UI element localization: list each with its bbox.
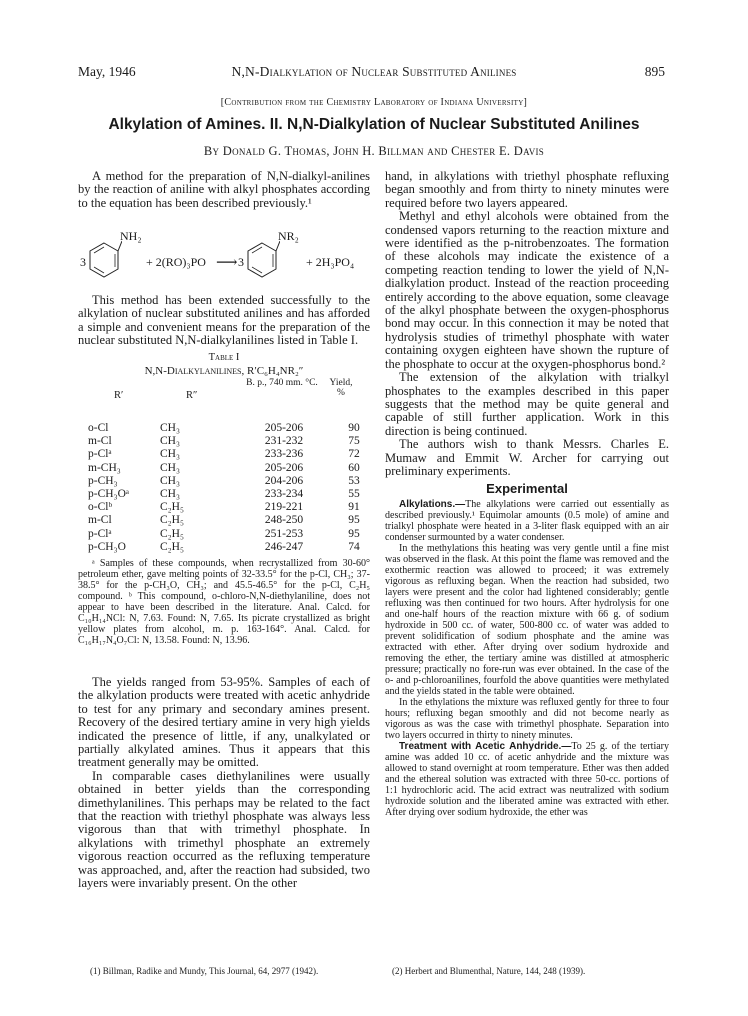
header-date: May, 1946 <box>78 64 136 79</box>
cell-r2: CH₃ <box>160 488 180 501</box>
cell-r2: CH₃ <box>160 422 180 434</box>
ethylations-paragraph: In the ethylations the mixture was refluxed gently for three to four hours; refluxing began smoothly and did not become nearly as vigorous as was the case with trimethyl phosphate. Separation into two layers occurred in thirty to ninety minutes. <box>385 696 669 741</box>
table-header-bp: B. p., 740 mm. °C. <box>246 378 318 388</box>
scheme-coefficient-2: 3 <box>238 255 244 269</box>
experimental-heading: Experimental <box>486 481 568 497</box>
reagent-label: + 2(RO)₃PO <box>146 255 206 269</box>
cell-r1: o-Clᵇ <box>88 501 113 514</box>
table-row <box>88 528 374 541</box>
reaction-arrow-icon: ⟶ <box>216 255 238 271</box>
cell-yield: 74 <box>348 540 360 553</box>
acetic-anhydride-text: To 25 g. of the tertiary amine was added 10 cc. of acetic anhydride and the mixture was allowed to stand overnight at room temperature. Ether was then added and the ethereal solution was extracted with three 50-cc. portions of 1:1 hydrochloric acid. The acid extract was neutralized with sodium hydroxide solution and the liberated amine was extracted with ether. After drying over sodium hydroxide, the ether was <box>385 740 669 818</box>
left-column-body <box>78 676 370 891</box>
cell-yield: 72 <box>348 448 360 461</box>
cell-bp: 251-253 <box>264 527 304 540</box>
table-label: Table I <box>208 352 240 363</box>
running-title: N,N-Dialkylation of Nuclear Substituted Anilines <box>231 64 517 79</box>
authors: By Donald G. Thomas, John H. Billman and Chester E. Davis <box>203 144 545 158</box>
cell-r2: CH₃ <box>160 448 180 461</box>
scheme-coefficient: 3 <box>80 255 86 269</box>
extended-paragraph: This method has been extended successfully to the alkylation of nuclear substituted anilines and has afforded a simple and convenient means for the preparation of the nuclear substituted N,N-dialkylanilines listed in Table I. <box>78 293 370 348</box>
alkylations-runin: Alkylations.— <box>399 498 466 510</box>
cell-r1: p-CH₃Oᵃ <box>88 488 130 501</box>
cell-yield: 95 <box>348 514 360 527</box>
acetic-anhydride-runin: Treatment with Acetic Anhydride.— <box>399 740 572 752</box>
cell-bp: 233-236 <box>264 448 304 461</box>
table-row <box>88 514 374 527</box>
table-row <box>88 501 374 514</box>
footnote-1: (1) Billman, Radike and Mundy, This Journal, 64, 2977 (1942). <box>90 966 319 976</box>
product-label: + 2H₃PO₄ <box>306 255 355 269</box>
cell-r1: o-Cl <box>88 422 109 434</box>
cell-yield: 75 <box>348 435 360 448</box>
cell-r2: C₂H₅ <box>160 527 184 540</box>
intro-paragraph: A method for the preparation of N,N-dialkyl-anilines by the reaction of aniline with alkyl phosphates according to the equation has been described previously.¹ <box>78 169 370 210</box>
alkylations-paragraph <box>385 499 669 543</box>
cell-bp: 205-206 <box>264 422 304 434</box>
cell-r1: m-Cl <box>88 514 112 527</box>
cell-bp: 231-232 <box>264 435 304 448</box>
yields-paragraph: The yields ranged from 53-95%. Samples of each of the alkylation products were treated with acetic anhydride to test for any primary and secondary amines present. Recovery of the desired tertiary amine in very high yields indicated the presence of little, if any, unalkylated or partially alkylated amines. Thus it appears that this treatment generally may be omitted. <box>78 675 370 770</box>
table-row <box>88 448 374 461</box>
cell-yield: 91 <box>348 501 360 514</box>
cell-r2: C₂H₅ <box>160 514 184 527</box>
cell-yield: 90 <box>348 422 360 434</box>
table-row <box>88 488 374 501</box>
alkylations-text: The alkylations were carried out essentially as described previously.¹ Equimolar amounts (0.5 mole) of amine and trialkyl phosphate were heated in a 3-liter flask equipped with an air condenser surmounted by a water condenser. <box>385 498 669 543</box>
cell-r2: CH₃ <box>160 435 180 448</box>
table-footnote-block <box>78 558 370 646</box>
cell-r2: CH₃ <box>160 461 180 474</box>
cell-r1: p-Clᵃ <box>88 527 112 540</box>
amine-group: NH₂ <box>120 229 142 243</box>
table-row <box>88 475 374 488</box>
table-row <box>88 462 374 475</box>
table-row <box>88 422 374 435</box>
cell-r1: p-Clᵃ <box>88 448 112 461</box>
cell-r1: p-CH₃O <box>88 540 126 553</box>
cell-r1: p-CH₃ <box>88 474 118 487</box>
cell-r1: m-CH₃ <box>88 461 121 474</box>
cell-yield: 55 <box>348 488 360 501</box>
benzene-ring-icon <box>244 229 280 289</box>
contribution-line: [Contribution from the Chemistry Laboratory of Indiana University] <box>220 97 528 108</box>
left-column-intro <box>78 170 370 210</box>
cell-yield: 53 <box>348 474 360 487</box>
cell-bp: 248-250 <box>264 514 304 527</box>
cell-r1: m-Cl <box>88 435 112 448</box>
table-header-r2: R″ <box>186 390 198 401</box>
reaction-scheme <box>80 225 370 295</box>
dialkylamine-group: NR₂ <box>278 229 299 243</box>
right-paragraph-3: The extension of the alkylation with trialkyl phosphates to the examples described in this paper suggests that the method may be quite general and capable of still further application. Work in this direction is being continued. <box>385 370 669 438</box>
cell-bp: 246-247 <box>264 540 304 553</box>
cell-bp: 204-206 <box>264 474 304 487</box>
cell-r2: C₂H₅ <box>160 540 184 553</box>
acetic-anhydride-paragraph <box>385 741 669 818</box>
left-column-extended <box>78 294 370 348</box>
table-header-r1: R′ <box>114 390 124 401</box>
right-paragraph-2: Methyl and ethyl alcohols were obtained from the condensed vapors returning to the reaction mixture and were identified as the p-nitrobenzoates. The formation of these alcohols may indicate the existence of a competing reaction tending to lower the yield of N,N-dialkylation product. Instead of the reaction proceeding entirely according to the above equation, some cleavage of the alkyl phosphate between the oxygen-phosphorus bond may occur. In this connection it may be noted that hydrolysis studies of trimethyl phosphate with water containing oxygen eighteen have shown the rupture of the phosphate to occur at the oxygen-phosphorus bond.² <box>385 209 669 371</box>
footnote-2: (2) Herbert and Blumenthal, Nature, 144, 248 (1939). <box>392 966 586 976</box>
cell-yield: 60 <box>348 461 360 474</box>
cell-bp: 233-234 <box>264 488 304 501</box>
cell-bp: 219-221 <box>264 501 304 514</box>
comparable-paragraph: In comparable cases diethylanilines were usually obtained in better yields than the corresponding dimethylanilines. This perhaps may be related to the fact that the reaction with triethyl phosphate was always less vigorous than that with trimethyl phosphate. In alkylations with trimethyl phosphate an extremely vigorous reaction occurred as the refluxing temperature was approached, and, after the reaction had subsided, two layers were invariably present. On the other <box>78 768 370 891</box>
table-dialkylanilines <box>88 422 374 554</box>
right-paragraph-4: The authors wish to thank Messrs. Charles E. Mumaw and Emmit W. Archer for carrying out preliminary experiments. <box>385 437 669 478</box>
cell-yield: 95 <box>348 527 360 540</box>
table-row <box>88 435 374 448</box>
benzene-ring-icon <box>86 229 122 289</box>
table-row <box>88 541 374 554</box>
methylations-paragraph: In the methylations this heating was very gentle until a fine mist was observed in the flask. At this point the flame was removed and the exothermic reaction was allowed to proceed; it was extremely vigorous as refluxing began. When the reaction had subsided, two layers were present and the color had lightened considerably; gentle refluxing was then continued for two hours. After hydrolysis for one and one-half hours of the reaction mixture with 66 g. of sodium hydroxide in 500 cc. of water, 500-800 cc. of water was added to prevent solidification of sodium phosphate and the amine was extracted with ether. After drying over sodium hydroxide and removing the ether, the tertiary amine was distilled at atmospheric pressure; practically no fore-run was ever obtained. In the case of the o- and p-chloroanilines, fourfold the above quantities were methylated and the yields stated in the table were obtained. <box>385 542 669 697</box>
cell-r2: C₂H₅ <box>160 501 184 514</box>
article-title: Alkylation of Amines. II. N,N-Dialkylation of Nuclear Substituted Anilines <box>108 116 640 133</box>
right-column <box>385 170 669 818</box>
table-header-yield: Yield, % <box>329 378 353 398</box>
table-caption: N,N-Dialkylanilines, R′C₆H₄NR₂″ <box>144 365 304 377</box>
page-number: 895 <box>644 64 665 79</box>
table-footnote: ᵃ Samples of these compounds, when recrystallized from 30-60° petroleum ether, gave melting points of 32-33.5° for the p-Cl, CH₃; 37-38.5° for the p-CH₃O, CH₃; and 45.5-46.5° for the p-Cl, C₂H₅ compound. ᵇ This compound, o-chloro-N,N-diethylaniline, does not appear to have been described in the literature. Anal. Calcd. for C₁₀H₁₄NCl: N, 7.63. Found: N, 7.65. Its picrate crystallized as bright yellow plates from alcohol, m. p. 163-164°. Anal. Calcd. for C₁₆H₁₇N₄O₇Cl: N, 13.58. Found: N, 13.96. <box>78 558 370 646</box>
cell-r2: CH₃ <box>160 474 180 487</box>
right-paragraph-1: hand, in alkylations with triethyl phosphate refluxing began smoothly and from thirty to ninety minutes were required before two layers appeared. <box>385 169 669 210</box>
cell-bp: 205-206 <box>264 461 304 474</box>
